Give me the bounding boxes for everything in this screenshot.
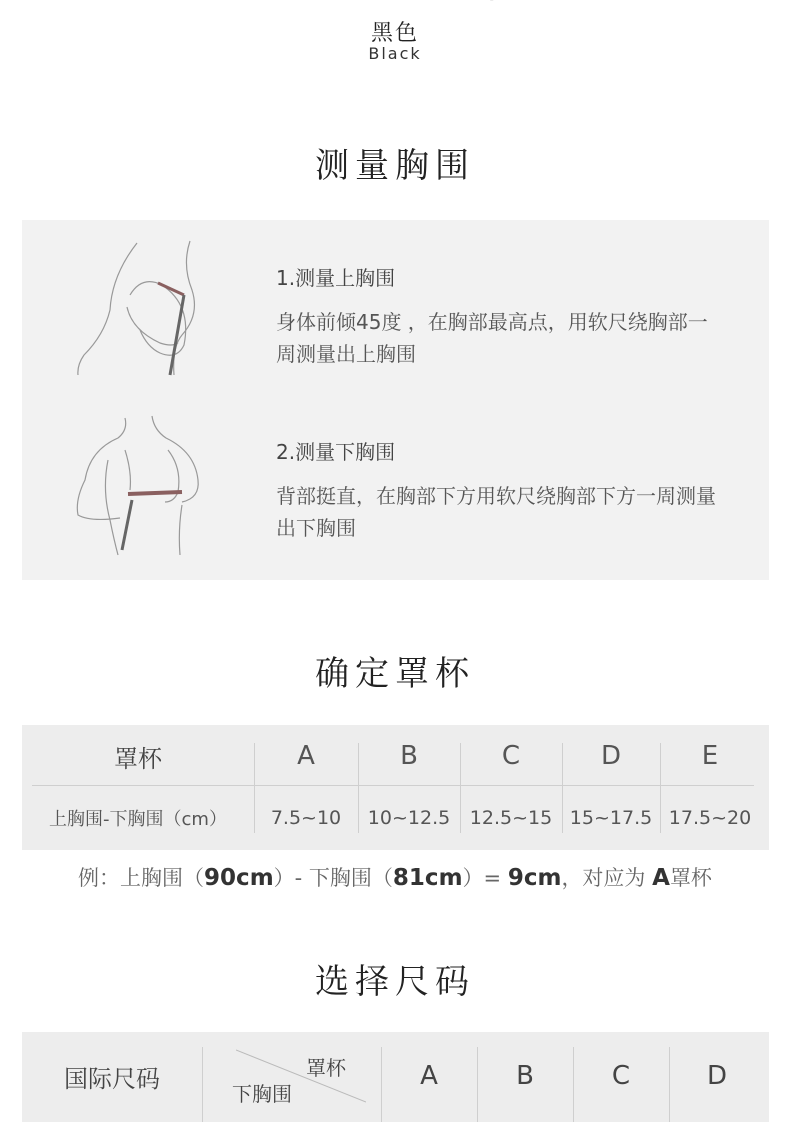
example-mid3: ，对应为: [561, 866, 646, 890]
color-label-cn: 黑色: [370, 21, 419, 46]
step-1-desc: 身体前倾45度 ，在胸部最高点，用软尺绕胸部一周测量出上胸围: [276, 310, 708, 366]
cup-vline: [660, 743, 661, 833]
section-title-cup: 确定罩杯: [315, 654, 475, 694]
size-header-b: B: [516, 1061, 534, 1091]
step-2-desc: 背部挺直，在胸部下方用软尺绕胸部下方一周测量出下胸围: [276, 484, 716, 540]
cup-vline: [562, 743, 563, 833]
size-vline: [202, 1047, 203, 1122]
cup-header-d: D: [600, 741, 622, 771]
example-suffix: 罩杯: [669, 866, 712, 890]
cup-header-a: A: [297, 741, 315, 771]
cup-row-label: 上胸围-下胸围（cm）: [49, 809, 227, 830]
step-1-title: 1.测量上胸围: [276, 266, 396, 290]
section-title-measure: 测量胸围: [315, 146, 475, 186]
cup-header-c: C: [501, 741, 521, 771]
cup-vline: [254, 743, 255, 833]
size-header-a: A: [420, 1061, 438, 1091]
cup-vline: [460, 743, 461, 833]
product-image-fragment: [470, 0, 520, 2]
example-upper-value: 90cm: [204, 865, 274, 891]
size-header-c: C: [611, 1061, 631, 1091]
cup-vline: [358, 743, 359, 833]
example-lower-value: 81cm: [392, 865, 463, 891]
section-title-size: 选择尺码: [315, 962, 475, 1002]
example-cup-value: A: [652, 865, 670, 891]
size-header-intl: 国际尺码: [64, 1064, 160, 1093]
example-prefix: 例：上胸围（: [78, 866, 205, 890]
cup-row-b: 10~12.5: [367, 807, 451, 829]
cup-row-e: 17.5~20: [668, 807, 752, 829]
size-header-cup: 罩杯: [306, 1056, 346, 1080]
example-diff-value: 9cm: [507, 865, 562, 891]
cup-row-a: 7.5~10: [270, 807, 342, 829]
example-mid2: ）=: [462, 866, 502, 890]
size-header-d: D: [706, 1061, 728, 1091]
size-header-underbust: 下胸围: [232, 1082, 292, 1106]
cup-row-c: 12.5~15: [469, 807, 553, 829]
size-table: [22, 1032, 769, 1122]
cup-table: [22, 725, 769, 850]
cup-header-b: B: [400, 741, 418, 771]
measure-panel: [22, 220, 769, 580]
upper-bust-illustration: [72, 235, 212, 380]
example-mid1: ）- 下胸围（: [273, 866, 393, 890]
under-bust-illustration: [70, 410, 210, 560]
step-2-title: 2.测量下胸围: [276, 440, 396, 464]
cup-header-e: E: [701, 741, 719, 771]
cup-example-text: [0, 862, 790, 892]
color-label-en: Black: [368, 44, 422, 63]
cup-row-d: 15~17.5: [569, 807, 653, 829]
cup-header-label: 罩杯: [114, 744, 162, 773]
cup-table-divider: [32, 785, 754, 786]
